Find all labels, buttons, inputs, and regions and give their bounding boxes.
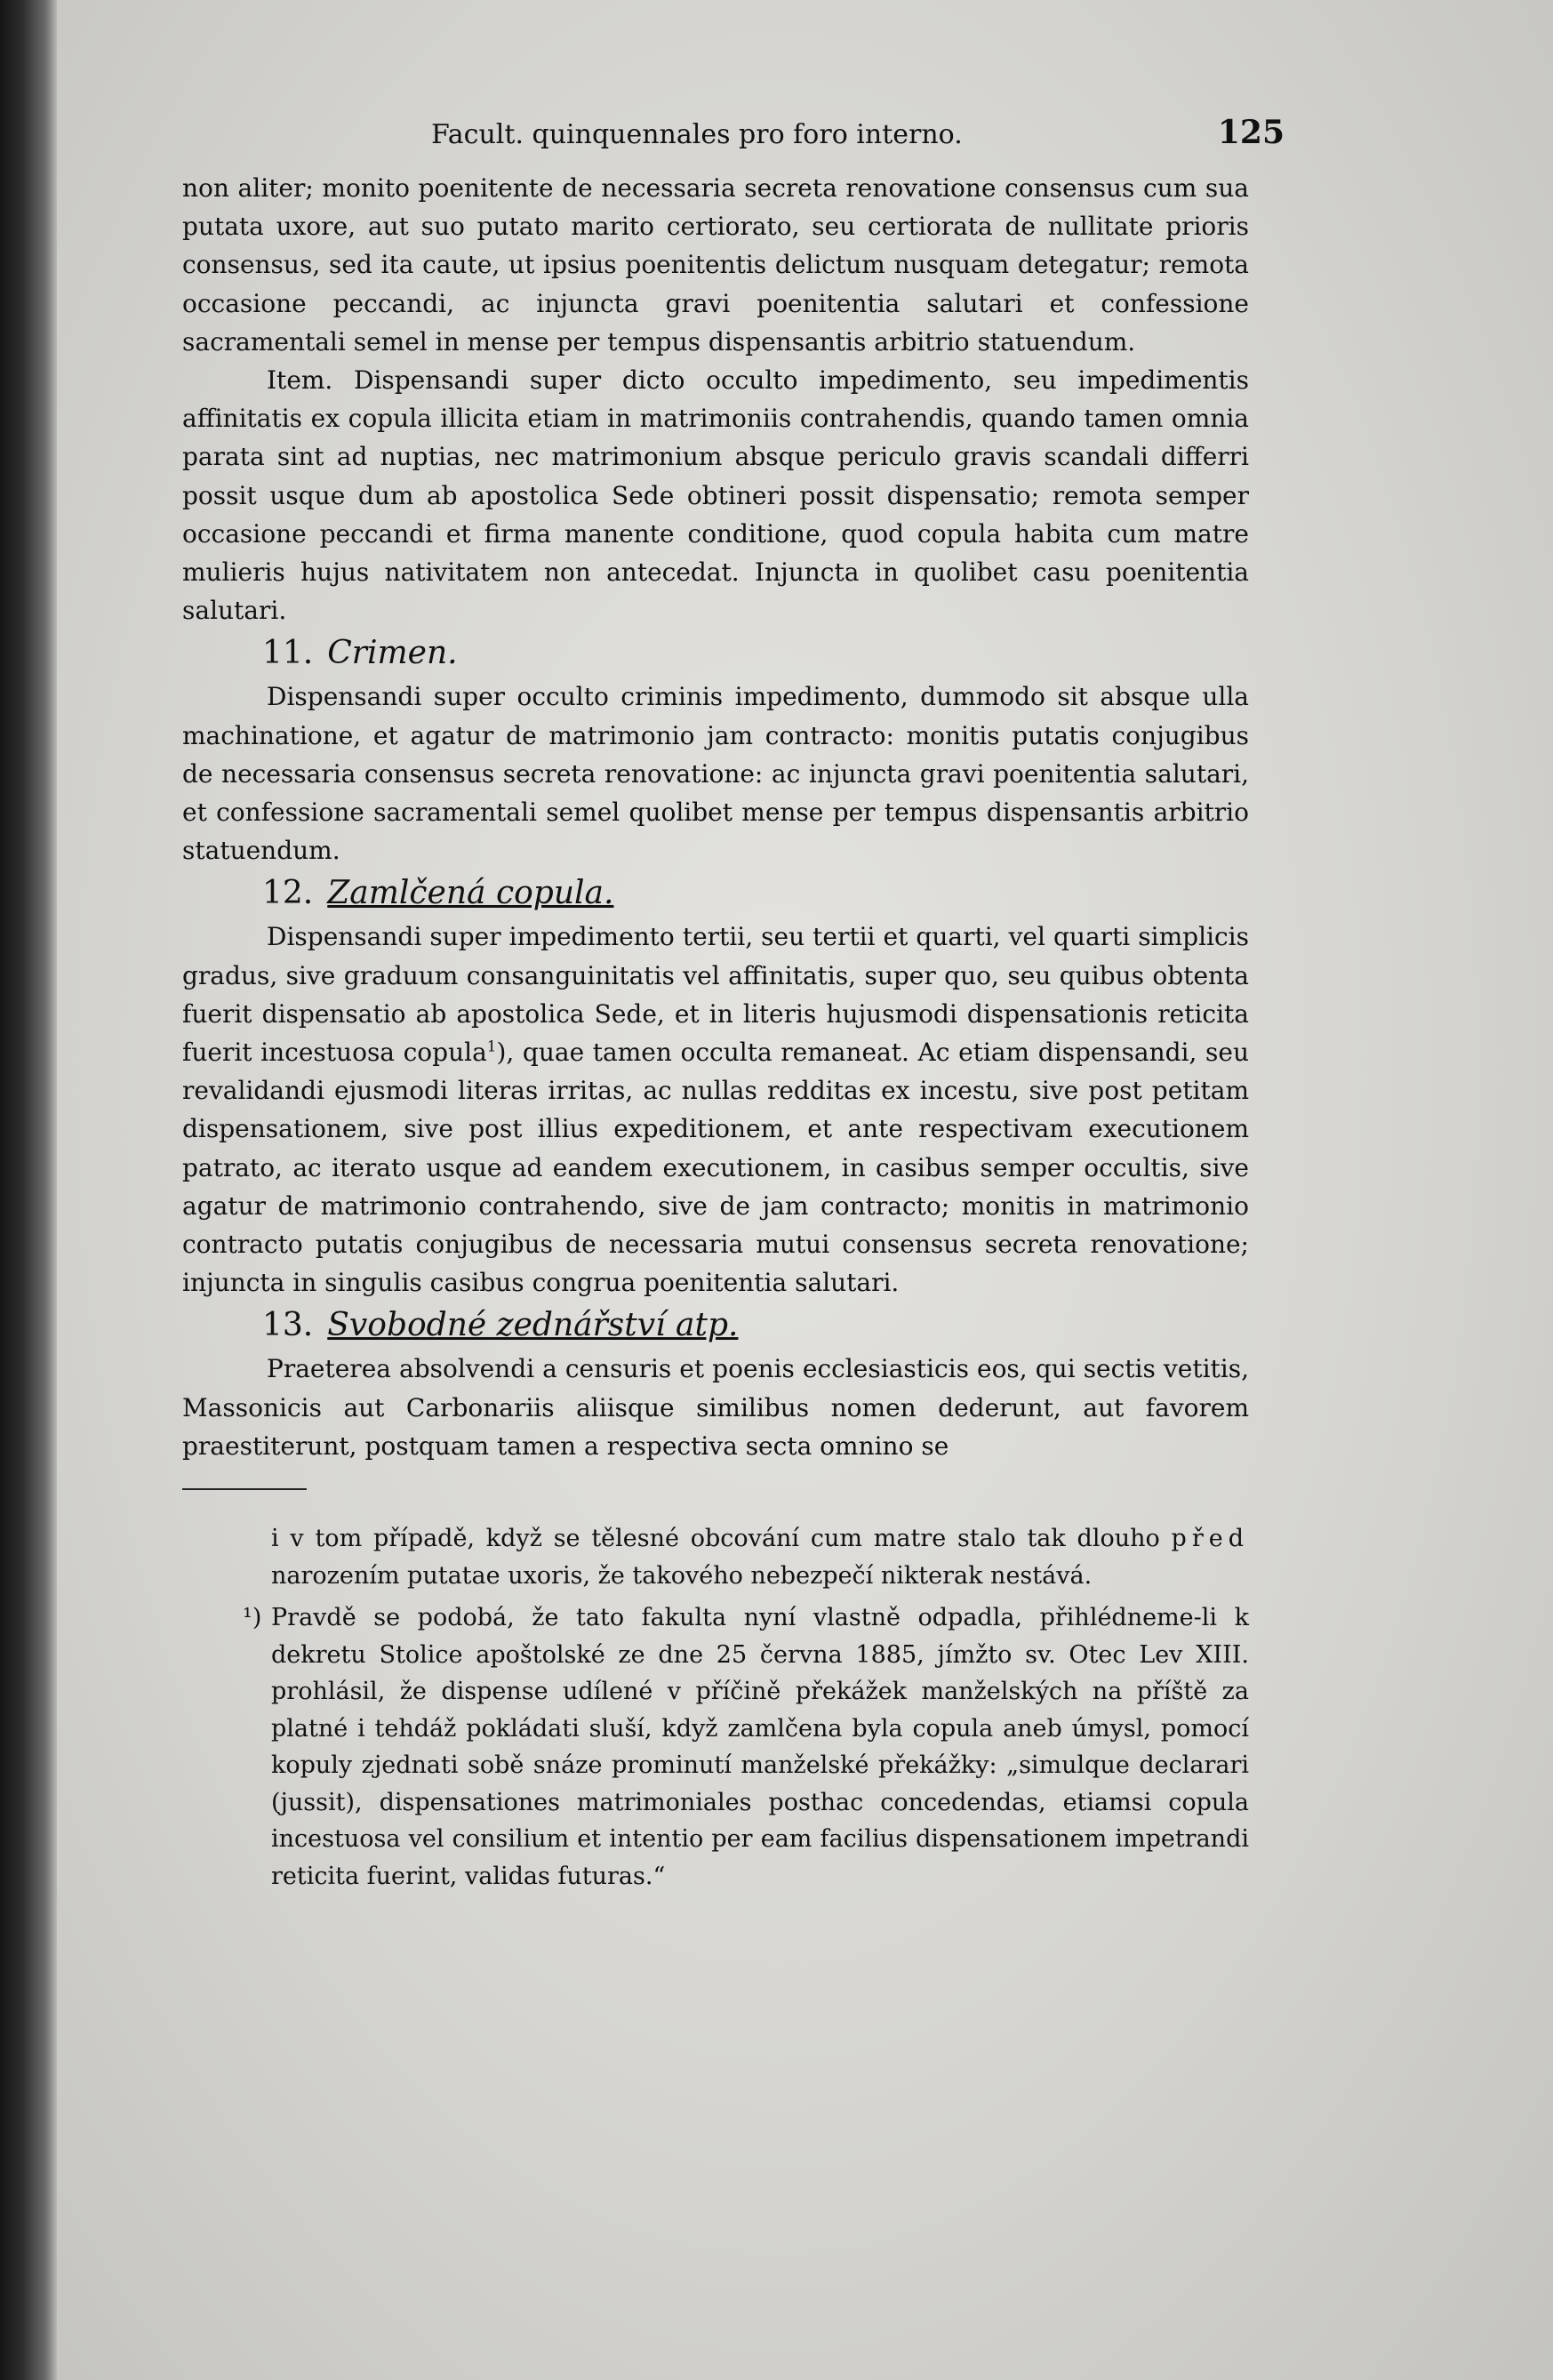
running-header — [182, 107, 1285, 169]
page-content — [182, 107, 1285, 1900]
footnote-marker: ¹) — [243, 1604, 262, 1632]
book-binding-edge — [0, 0, 57, 2380]
paragraph-continuation: non aliter; monito poenitente de necessaria secreta renovatione consensus cum sua putata uxore, aut suo putato marito certiorato, seu certiorata de nullitate prioris consensus, sed ita caute, ut ipsius poenitentis delictum nusquam detegatur; remota occasione peccandi, ac injuncta gravi poenitentia salutari et confessione sacramentali semel in mense per tempus dispensantis arbitrio statuendum. — [182, 173, 1249, 357]
section-heading-copula — [182, 873, 1249, 914]
footnote-reference: 1 — [486, 1037, 497, 1055]
section-title: Crimen. — [327, 635, 458, 672]
running-title: Facult. quinquennales pro foro interno. — [431, 119, 963, 150]
section-title: Zamlčená copula. — [327, 875, 614, 912]
footnote-continuation-part-b: narozením putatae uxoris, že takového nebezpečí nikterak nestává. — [271, 1561, 1093, 1590]
section-number: 11. — [262, 635, 314, 672]
paragraph-crimen: Dispensandi super occulto criminis impedimento, dummodo sit absque ulla machinatione, et agatur de matrimonio jam contracto: monitis putatis conjugibus de necessaria consensus secreta renovatione: ac injuncta gravi poenitentia salutari, et confessione sacramentali semel quolibet mense per tempus dispensantis arbitrio statuendum. — [182, 682, 1249, 866]
section-heading-crimen — [182, 633, 1249, 674]
main-text — [182, 169, 1249, 1465]
section-number: 13. — [262, 1307, 314, 1344]
footnote-divider — [182, 1488, 307, 1490]
footnotes — [182, 1520, 1249, 1895]
footnote-text: Pravdě se podobá, že tato fakulta nyní vlastně odpadla, přihlédneme-li k dekretu Stolice apoštolské ze dne 25 června 1885, jímžto sv. Otec Lev XIII. prohlásil, že dispense udílené v příčině překážek manželských na příště za platné i tehdáž pokládati sluší, když zamlčena byla copula aneb úmysl, pomocí kopuly zjednati sobě snáze prominutí manželské překážky: „simulque declarari (jussit), dispensationes matrimoniales posthac concedendas, etiamsi copula incestuosa vel consilium et intentio per eam facilius dispensationem impetrandi reticita fuerint, validas futuras.“ — [271, 1604, 1249, 1890]
paragraph-copula-part-b: ), quae tamen occulta remaneat. Ac etiam dispensandi, seu revalidandi ejusmodi literas irritas, ac nullas redditas ex incestu, sive post petitam dispensationem, sive post illius expeditionem, et ante respectivam executionem patrato, ac iterato usque ad eandem executionem, in casibus semper occultis, sive agatur de matrimonio contrahendo, sive de jam contracto; monitis in matrimonio contracto putatis conjugibus de necessaria mutui consensus secreta renovatione; injuncta in singulis casibus congrua poenitentia salutari. — [182, 1038, 1249, 1298]
footnote-emphasis: před — [1171, 1525, 1249, 1553]
section-number: 12. — [262, 875, 314, 912]
paragraph-copula-part-a: Dispensandi super impedimento tertii, seu tertii et quarti, vel quarti simplicis gradus, sive graduum consanguinitatis vel affinitatis, super quo, seu quibus obtenta fuerit dispensatio ab apostolica Sede, et in literis hujusmodi dispensationis reticita fuerit incestuosa copula — [182, 922, 1249, 1068]
footnote-1 — [243, 1599, 1249, 1895]
footnote-continuation-part-a: i v tom případě, když se tělesné obcování cum matre stalo tak dlouho — [271, 1525, 1172, 1553]
paragraph-item: Item. Dispensandi super dicto occulto impedimento, seu impedimentis affinitatis ex copula illicita etiam in matrimoniis contrahendis, quando tamen omnia parata sint ad nuptias, nec matrimonium absque periculo gravis scandali differri possit usque dum ab apostolica Sede obtineri possit dispensatio; remota semper occasione peccandi et firma manente conditione, quod copula habita cum matre mulieris hujus nativitatem non antecedat. Injuncta in quolibet casu poenitentia salutari. — [182, 365, 1249, 626]
section-title: Svobodné zednářství atp. — [327, 1307, 739, 1344]
footnote-continuation — [271, 1520, 1249, 1594]
paragraph-freemasonry: Praeterea absolvendi a censuris et poenis ecclesiasticis eos, qui sectis vetitis, Massonicis aut Carbonariis aliisque similibus nomen dederunt, aut favorem praestiterunt, postquam tamen a respectiva secta omnino se — [182, 1354, 1249, 1461]
section-heading-freemasonry — [182, 1305, 1249, 1346]
paragraph-copula — [182, 918, 1249, 1302]
page-number: 125 — [1217, 114, 1285, 151]
